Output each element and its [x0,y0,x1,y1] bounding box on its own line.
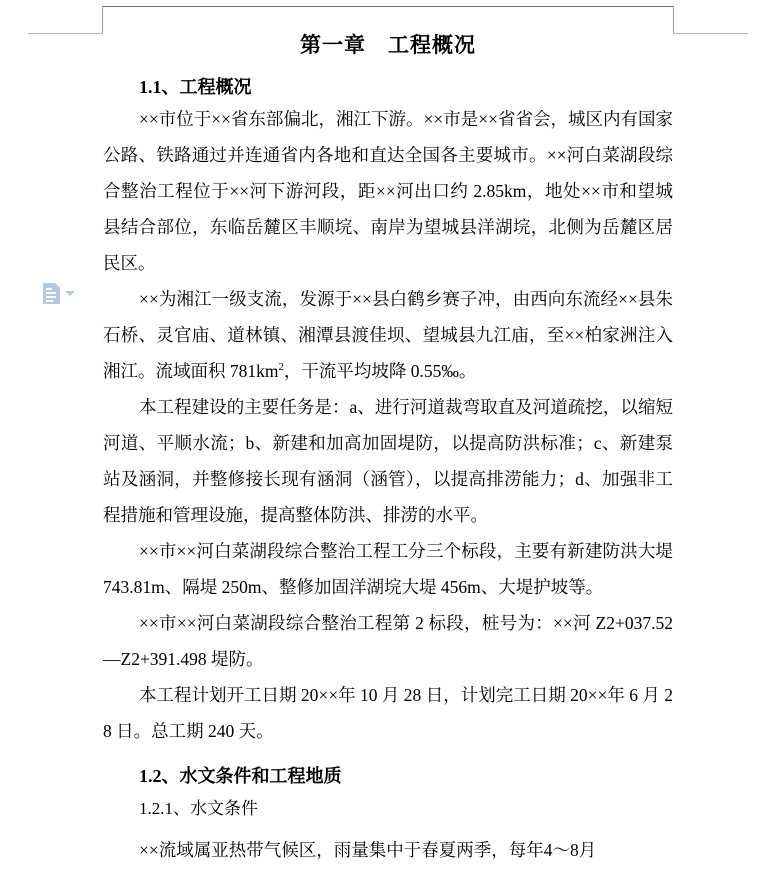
paragraph-location: ××市位于××省东部偏北，湘江下游。××市是××省省会，城区内有国家公路、铁路通过并连通省内各地和直达全国各主要城市。××河白菜湖段综合整治工程位于××河下游河段，距××河出口约 2.85km，地处××市和望城县结合部位，东临岳麓区丰顺垸、南岸为望城县洋湖垸，北侧为岳麓区居民区。 [103,109,673,273]
chevron-down-icon[interactable] [65,291,75,296]
section-heading-1-2: 1.2、水文条件和工程地质 [139,766,342,786]
paragraph-river-text: ××为湘江一级支流，发源于××县白鹤乡赛子冲，由西向东流经××县朱石桥、灵官庙、道林镇、湘潭县渡佳坝、望城县九江庙，至××柏家洲注入湘江。流域面积 781km [103,289,673,381]
document-body [103,0,673,879]
chapter-title: 第一章 工程概况 [300,33,476,57]
paste-options-icon[interactable] [43,283,60,304]
paragraph-sections: ××市××河白菜湖段综合整治工程工分三个标段，主要有新建防洪大堤 743.81m、隔堤 250m、整修加固洋湖垸大堤 456m、大堤护坡等。 [103,541,673,597]
paragraph-tasks: 本工程建设的主要任务是：a、进行河道裁弯取直及河道疏挖，以缩短河道、平顺水流；b、新建和加高加固堤防，以提高防洪标准；c、新建泵站及涵洞，并整修接长现有涵洞（涵管），以提高排涝能力；d、加强非工程措施和管理设施，提高整体防洪、排涝的水平。 [103,397,673,525]
km-superscript: 2 [278,361,284,374]
paste-options-smart-tag[interactable] [43,283,75,304]
paragraph-station: ××市××河白菜湖段综合整治工程第 2 标段，桩号为：××河 Z2+037.52—Z2+391.498 堤防。 [103,613,673,669]
paragraph-schedule: 本工程计划开工日期 20××年 10 月 28 日，计划完工日期 20××年 6 月 28 日。总工期 240 天。 [103,685,673,741]
paragraph-hydrology: ××流域属亚热带气候区，雨量集中于春夏两季，每年4～8月 [139,840,597,860]
paragraph-river-tail: ，干流平均坡降 0.55‰。 [283,361,477,381]
paragraph-river [103,281,673,389]
section-heading-1-2-1: 1.2.1、水文条件 [139,799,258,818]
section-heading-1-1: 1.1、工程概况 [139,77,252,97]
